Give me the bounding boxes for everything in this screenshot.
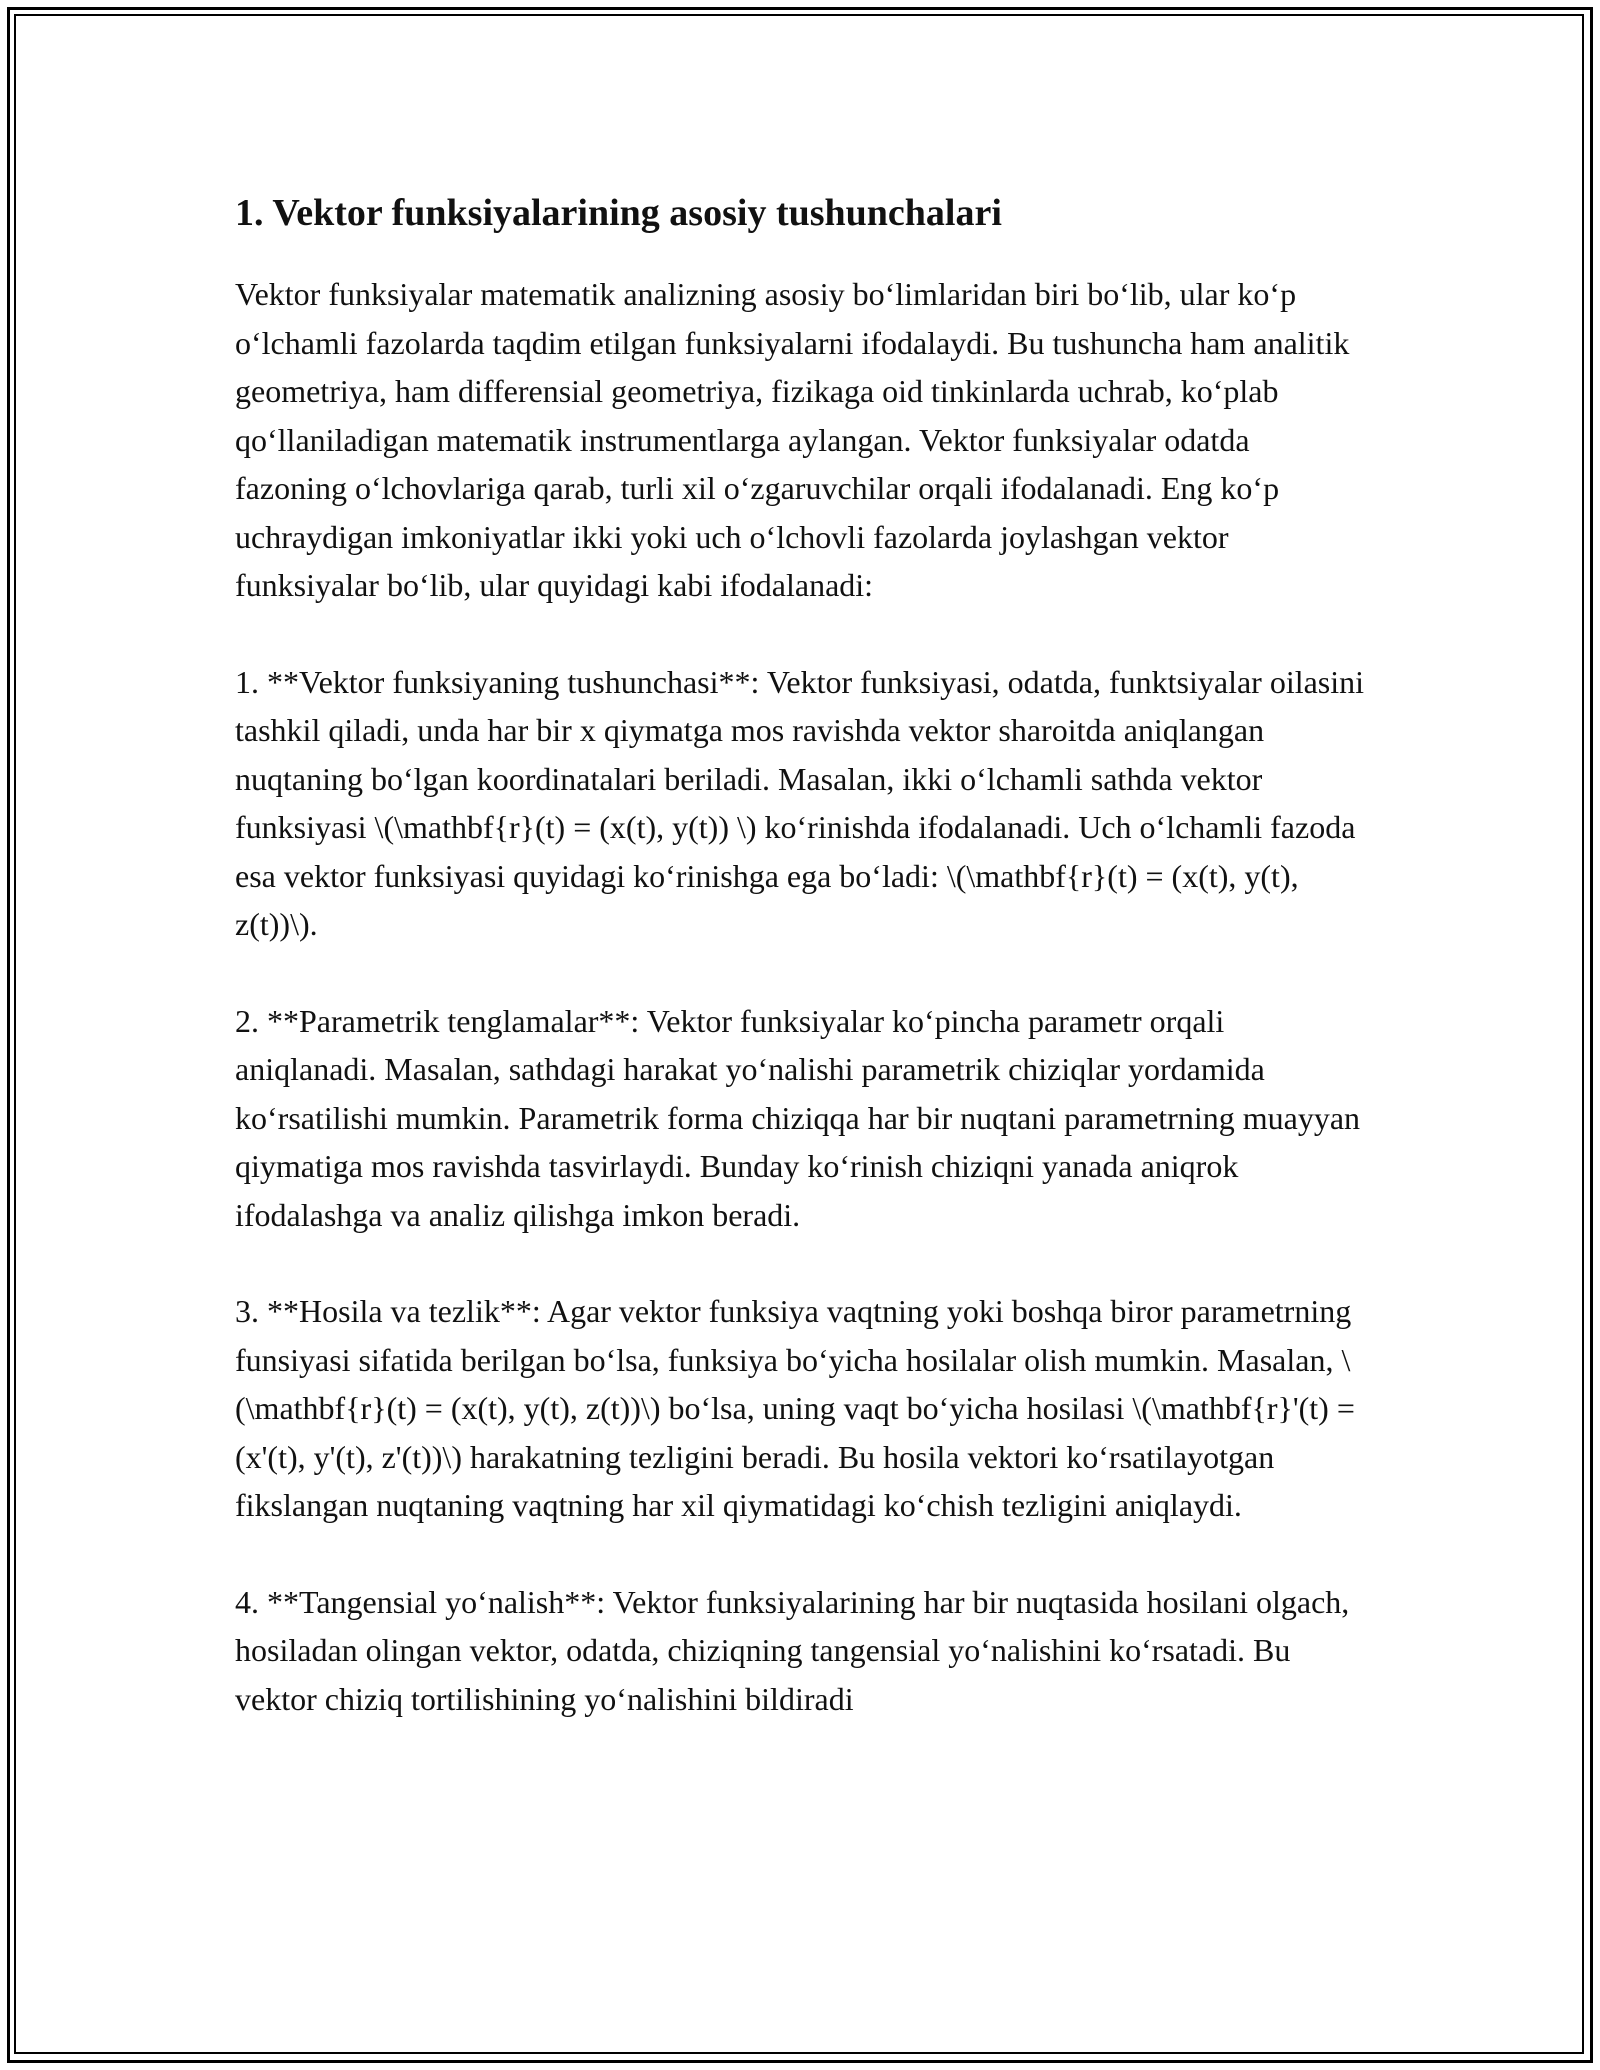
paragraph-tangential-direction: 4. **Tangensial yo‘nalish**: Vektor funksiyalarining har bir nuqtasida hosilani olgach, hosiladan olingan vektor, odatda, chiziqning tangensial yo‘nalishini ko‘rsatadi. Bu vektor chiziq tortilishining yo‘nalishini bildiradi [235,1583,1350,1717]
paragraph-parametric-equations: 2. **Parametrik tenglamalar**: Vektor funksiyalar ko‘pincha parametr orqali aniqlanadi. Masalan, sathdagi harakat yo‘nalishi parametrik chiziqlar yordamida ko‘rsatilishi mumkin. Parametrik forma chiziqqa har bir nuqtani parametrning muayyan qiymatiga mos ravishda tasvirlaydi. Bunday ko‘rinish chiziqni yanada aniqrok ifodalashga va analiz qilishga imkon beradi. [235,1002,1361,1233]
section-heading: 1. Vektor funksiyalarining asosiy tushunchalari [235,192,1002,234]
paragraph-derivative-velocity: 3. **Hosila va tezlik**: Agar vektor funksiya vaqtning yoki boshqa biror parametrning funsiyasi sifatida berilgan bo‘lsa, funksiya bo‘yicha hosilalar olish mumkin. Masalan, \(\mathbf{r}(t) = (x(t), y(t), z(t))\) bo‘lsa, uning vaqt bo‘yicha hosilasi \(\mathbf{r}'(t) = (x'(t), y'(t), z'(t))\) harakatning tezligini beradi. Bu hosila vektori ko‘rsatilayotgan fikslangan nuqtaning vaqtning har xil qiymatidagi ko‘chish tezligini aniqlaydi. [235,1293,1355,1523]
intro-paragraph: Vektor funksiyalar matematik analizning asosiy bo‘limlaridan biri bo‘lib, ular ko‘p o‘lchamli fazolarda taqdim etilgan funksiyalarni ifodalaydi. Bu tushuncha ham analitik geometriya, ham differensial geometriya, fizikaga oid tinkinlarda uchrab, ko‘plab qo‘llaniladigan matematik instrumentlarga aylangan. Vektor funksiyalar odatda fazoning o‘lchovlariga qarab, turli xil o‘zgaruvchilar orqali ifodalanadi. Eng ko‘p uchraydigan imkoniyatlar ikki yoki uch o‘lchovli fazolarda joylashgan vektor funksiyalar bo‘lib, ular quyidagi kabi ifodalanadi: [235,276,1350,603]
document-body [235,190,1365,1771]
paragraph-vector-function-concept: 1. **Vektor funksiyaning tushunchasi**: Vektor funksiyasi, odatda, funktsiyalar oilasini tashkil qiladi, unda har bir x qiymatga mos ravishda vektor sharoitda aniqlangan nuqtaning bo‘lgan koordinatalari beriladi. Masalan, ikki o‘lchamli sathda vektor funksiyasi \(\mathbf{r}(t) = (x(t), y(t)) \) ko‘rinishda ifodalanadi. Uch o‘lchamli fazoda esa vektor funksiyasi quyidagi ko‘rinishga ega bo‘ladi: \(\mathbf{r}(t) = (x(t), y(t), z(t))\). [235,663,1365,942]
